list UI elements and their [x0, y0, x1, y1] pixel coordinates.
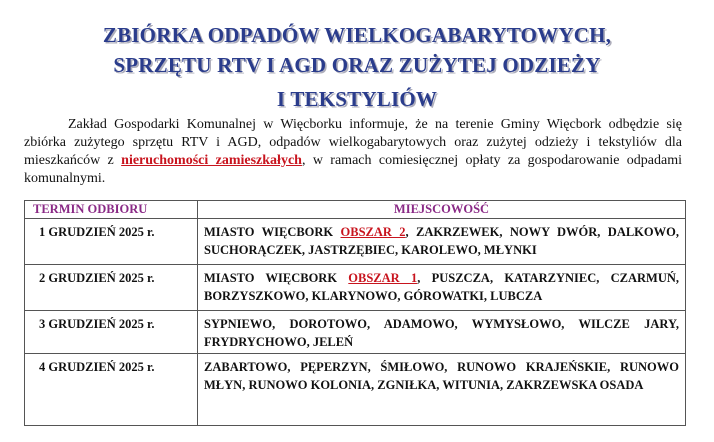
row-locations	[198, 354, 686, 426]
intro-text-before: Zakład Gospodarki Komunalnej w Więcborku informuje, że na terenie Gminy Więcbork odbędzie się zbiórka zużytego sprzętu RTV i AGD, odpadów wielkogabarytowych oraz zużytej odzieży i tekstyliów dla mieszkańców z	[24, 117, 682, 168]
intro-paragraph	[24, 116, 682, 188]
table-row	[25, 265, 686, 311]
row-locations	[198, 219, 686, 265]
area-label: OBSZAR 1	[348, 271, 418, 285]
row-locations	[198, 265, 686, 311]
table-header-row	[25, 201, 686, 219]
table-row	[25, 219, 686, 265]
row-date: 2 GRUDZIEŃ 2025 r.	[25, 265, 198, 311]
location-list: , ZAKRZEWEK, NOWY DWÓR, DALKOWO, SUCHORĄCZEK, JASTRZĘBIEC, KAROLEWO, MŁYNKI	[204, 225, 679, 257]
document-title-line-2: SPRZĘTU RTV I AGD ORAZ ZUŻYTEJ ODZIEŻY	[113, 53, 601, 77]
location-list: , PUSZCZA, KATARZYNIEC, CZARMUŃ, BORZYSZKOWO, KLARYNOWO, GÓROWATKI, LUBCZA	[204, 271, 679, 303]
row-locations	[198, 311, 686, 354]
collection-schedule-table	[24, 200, 686, 426]
row-date: 4 GRUDZIEŃ 2025 r.	[25, 354, 198, 426]
header-locations: MIEJSCOWOŚĆ	[198, 201, 686, 219]
location-prefix: MIASTO WIĘCBORK	[204, 271, 349, 285]
header-date: TERMIN ODBIORU	[25, 201, 198, 219]
row-date: 3 GRUDZIEŃ 2025 r.	[25, 311, 198, 354]
document-title-line-3: I TEKSTYLIÓW	[276, 87, 438, 111]
table-row	[25, 354, 686, 426]
intro-highlight: nieruchomości zamieszkałych	[121, 153, 302, 168]
document-title-line-1: ZBIÓRKA ODPADÓW WIELKOGABARYTOWYCH,	[102, 23, 612, 47]
table-row	[25, 311, 686, 354]
intro-text-after: , w ramach comiesięcznej opłaty za gospodarowanie odpadami komunalnymi.	[24, 153, 682, 186]
location-prefix: MIASTO WIĘCBORK	[204, 225, 341, 239]
row-date: 1 GRUDZIEŃ 2025 r.	[25, 219, 198, 265]
location-list: ZABARTOWO, PĘPERZYN, ŚMIŁOWO, RUNOWO KRAJEŃSKIE, RUNOWO MŁYN, RUNOWO KOLONIA, ZGNIŁKA, WITUNIA, ZAKRZEWSKA OSADA	[204, 360, 679, 392]
area-label: OBSZAR 2	[340, 225, 406, 239]
location-list: SYPNIEWO, DOROTOWO, ADAMOWO, WYMYSŁOWO, WILCZE JARY, FRYDRYCHOWO, JELEŃ	[204, 317, 679, 349]
